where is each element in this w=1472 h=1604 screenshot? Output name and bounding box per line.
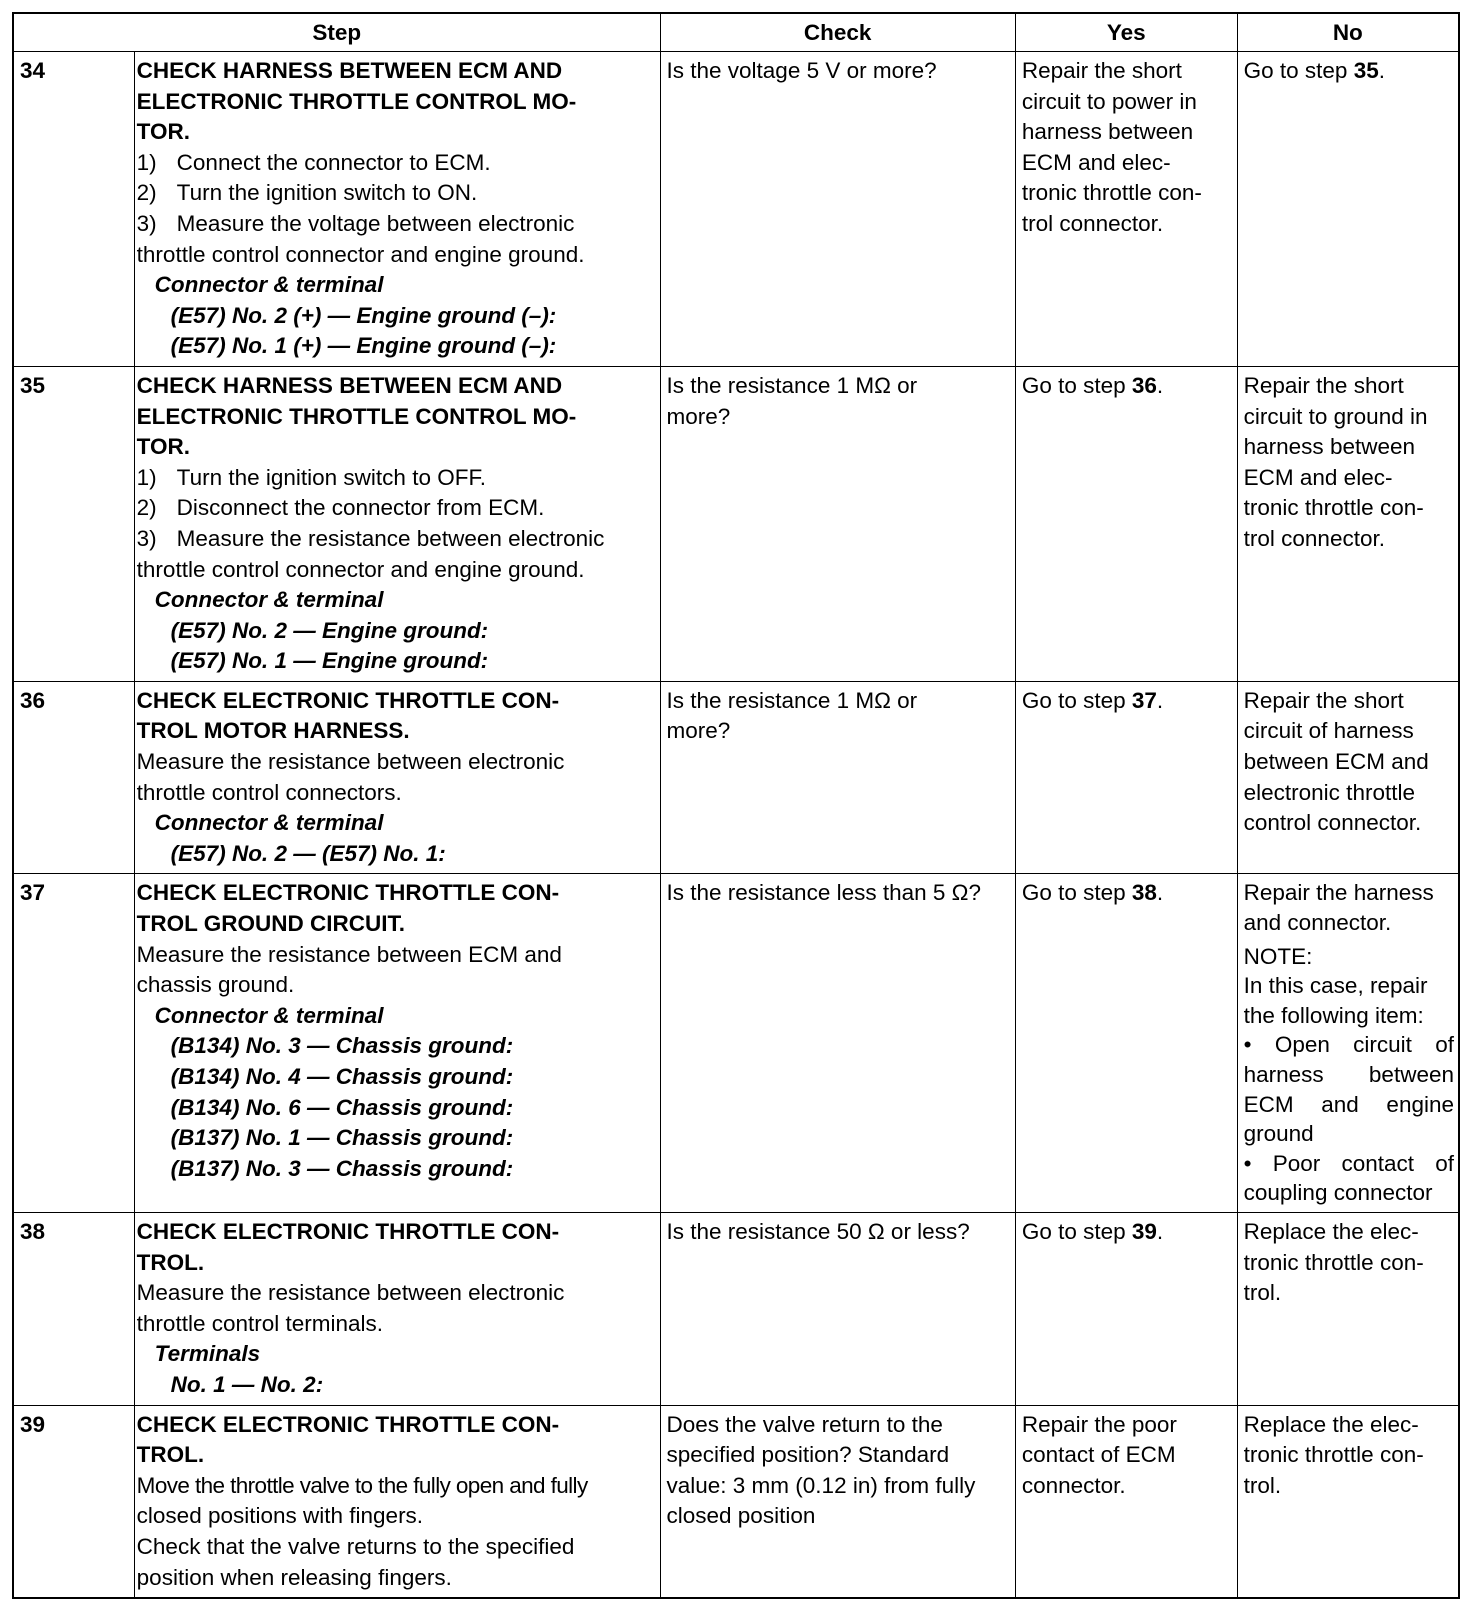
table-row xyxy=(13,1405,1459,1598)
header-yes: Yes xyxy=(1015,13,1237,52)
connector-terminal-label: Connector & terminal xyxy=(154,810,384,836)
connector-terminal-item: (E57) No. 1 (+) — Engine ground (–): xyxy=(170,333,557,359)
connector-terminal-item: (E57) No. 2 — Engine ground: xyxy=(170,617,489,643)
step-title: CHECK ELECTRONIC THROTTLE CON- xyxy=(136,1411,560,1437)
check-text: Is the resistance 1 MΩ or xyxy=(666,372,918,398)
no-text: Repair the harness xyxy=(1243,880,1434,906)
no-text: ground xyxy=(1243,1121,1314,1147)
no-text: Replace the elec- xyxy=(1243,1411,1419,1437)
yes-text: harness between xyxy=(1021,119,1194,145)
check-text: Is the resistance 1 MΩ or xyxy=(666,687,918,713)
procedure-step: 2) Turn the ignition switch to ON. xyxy=(136,180,478,206)
step-description xyxy=(134,52,660,367)
step-description xyxy=(134,681,660,874)
no-action xyxy=(1237,874,1459,1213)
yes-text: ECM and elec- xyxy=(1021,149,1171,175)
step-body: throttle control terminals. xyxy=(136,1310,384,1336)
procedure-step: 3) Measure the voltage between electronic xyxy=(136,210,575,236)
step-title: ELECTRONIC THROTTLE CONTROL MO- xyxy=(136,88,577,114)
step-body: Move the throttle valve to the fully open and fully xyxy=(136,1472,588,1498)
step-body: chassis ground. xyxy=(136,972,295,998)
no-text: Repair the short xyxy=(1243,687,1404,713)
no-text: circuit to ground in xyxy=(1243,403,1428,429)
check-question xyxy=(660,681,1015,874)
check-text: Does the valve return to the xyxy=(666,1411,943,1437)
step-number: 35 xyxy=(13,366,134,681)
no-text: trol. xyxy=(1243,1472,1282,1498)
yes-action xyxy=(1015,1405,1237,1598)
connector-terminal-label: Connector & terminal xyxy=(154,1002,384,1028)
step-title: CHECK HARNESS BETWEEN ECM AND xyxy=(136,58,563,83)
step-number: 37 xyxy=(13,874,134,1213)
connector-terminal-item: (B134) No. 3 — Chassis ground: xyxy=(170,1033,514,1059)
step-reference: 36 xyxy=(1131,372,1157,398)
terminal-item: No. 1 — No. 2: xyxy=(170,1371,324,1397)
step-description xyxy=(134,874,660,1213)
yes-action: Go to step 39. xyxy=(1015,1212,1237,1405)
no-text: control connector. xyxy=(1243,810,1422,836)
no-text: ECM and elec- xyxy=(1243,464,1393,490)
no-text: • Poor contact of xyxy=(1243,1150,1454,1176)
procedure-step: 2) Disconnect the connector from ECM. xyxy=(136,495,545,521)
step-reference: 38 xyxy=(1131,880,1157,906)
terminals-label: Terminals xyxy=(154,1341,261,1367)
no-text: coupling connector xyxy=(1243,1180,1433,1206)
check-text: more? xyxy=(666,718,731,744)
no-text: harness between xyxy=(1243,434,1416,460)
connector-terminal-item: (E57) No. 2 (+) — Engine ground (–): xyxy=(170,302,557,328)
step-title: TROL MOTOR HARNESS. xyxy=(136,718,410,744)
step-body: position when releasing fingers. xyxy=(136,1564,452,1590)
no-text: circuit of harness xyxy=(1243,718,1414,744)
yes-text: circuit to power in xyxy=(1021,88,1197,114)
procedure-step-continued: throttle control connector and engine ground. xyxy=(136,556,585,582)
table-row xyxy=(13,366,1459,681)
yes-text: contact of ECM xyxy=(1021,1442,1176,1468)
step-title: CHECK ELECTRONIC THROTTLE CON- xyxy=(136,687,560,713)
step-reference: 39 xyxy=(1131,1218,1157,1244)
diagnosis-table xyxy=(12,12,1460,1599)
yes-text: tronic throttle con- xyxy=(1021,180,1202,206)
step-title: CHECK HARNESS BETWEEN ECM AND xyxy=(136,372,563,398)
no-text: Repair the short xyxy=(1243,372,1404,398)
step-number: 38 xyxy=(13,1212,134,1405)
check-text: value: 3 mm (0.12 in) from fully xyxy=(666,1472,976,1498)
check-question: Is the resistance 50 Ω or less? xyxy=(660,1212,1015,1405)
no-text: the following item: xyxy=(1243,1002,1424,1028)
no-action xyxy=(1237,681,1459,874)
connector-terminal-label: Connector & terminal xyxy=(154,272,384,298)
no-text: electronic throttle xyxy=(1243,779,1415,805)
no-text: between ECM and xyxy=(1243,749,1429,775)
step-title: CHECK ELECTRONIC THROTTLE CON- xyxy=(136,1218,560,1244)
no-text: and connector. xyxy=(1243,910,1392,936)
step-body: Measure the resistance between electronic xyxy=(136,1280,565,1306)
table-row xyxy=(13,681,1459,874)
step-title: TROL GROUND CIRCUIT. xyxy=(136,911,406,937)
procedure-step-continued: throttle control connector and engine ground. xyxy=(136,241,585,267)
no-text: • Open circuit of xyxy=(1243,1032,1454,1058)
check-question: Is the resistance less than 5 Ω? xyxy=(660,874,1015,1213)
step-description xyxy=(134,366,660,681)
yes-text: trol connector. xyxy=(1021,210,1164,236)
no-action xyxy=(1237,1212,1459,1405)
header-no: No xyxy=(1237,13,1459,52)
step-description xyxy=(134,1212,660,1405)
step-number: 36 xyxy=(13,681,134,874)
step-body: Measure the resistance between ECM and xyxy=(136,941,562,967)
step-number: 39 xyxy=(13,1405,134,1598)
no-text: Replace the elec- xyxy=(1243,1218,1419,1244)
step-body: Measure the resistance between electronic xyxy=(136,749,565,775)
check-question xyxy=(660,1405,1015,1598)
no-text: trol connector. xyxy=(1243,525,1385,551)
step-title: ELECTRONIC THROTTLE CONTROL MO- xyxy=(136,403,577,429)
step-body: closed positions with fingers. xyxy=(136,1503,424,1529)
no-text: In this case, repair xyxy=(1243,973,1428,999)
connector-terminal-item: (B134) No. 6 — Chassis ground: xyxy=(170,1094,514,1120)
step-title: CHECK ELECTRONIC THROTTLE CON- xyxy=(136,880,560,906)
step-number: 34 xyxy=(13,52,134,367)
procedure-step: 1) Connect the connector to ECM. xyxy=(136,149,491,175)
header-check: Check xyxy=(660,13,1015,52)
yes-action: Go to step 36. xyxy=(1015,366,1237,681)
no-action xyxy=(1237,1405,1459,1598)
no-text: ECM and engine xyxy=(1243,1091,1454,1117)
step-reference: 37 xyxy=(1131,687,1157,713)
yes-text: connector. xyxy=(1021,1472,1126,1498)
step-title: TOR. xyxy=(136,434,191,460)
yes-action: Go to step 37. xyxy=(1015,681,1237,874)
no-text: tronic throttle con- xyxy=(1243,495,1424,521)
no-text: trol. xyxy=(1243,1280,1282,1306)
no-text: harness between xyxy=(1243,1062,1454,1087)
check-text: specified position? Standard xyxy=(666,1442,950,1468)
check-text: closed position xyxy=(666,1503,816,1529)
connector-terminal-item: (B137) No. 3 — Chassis ground: xyxy=(170,1155,514,1181)
yes-action: Go to step 38. xyxy=(1015,874,1237,1213)
step-description xyxy=(134,1405,660,1598)
connector-terminal-item: (E57) No. 1 — Engine ground: xyxy=(170,648,489,674)
step-body: Check that the valve returns to the specified xyxy=(136,1533,575,1559)
connector-terminal-item: (B134) No. 4 — Chassis ground: xyxy=(170,1064,514,1089)
no-text: tronic throttle con- xyxy=(1243,1442,1424,1468)
header-step: Step xyxy=(13,13,660,52)
step-title: TROL. xyxy=(136,1442,205,1468)
yes-text: Repair the short xyxy=(1021,58,1182,83)
procedure-step: 1) Turn the ignition switch to OFF. xyxy=(136,464,486,490)
step-title: TOR. xyxy=(136,119,191,145)
check-question xyxy=(660,366,1015,681)
note-label: NOTE: xyxy=(1243,943,1313,969)
table-row xyxy=(13,874,1459,1213)
procedure-step: 3) Measure the resistance between electronic xyxy=(136,525,605,551)
table-row xyxy=(13,52,1459,367)
no-action xyxy=(1237,366,1459,681)
check-question: Is the voltage 5 V or more? xyxy=(660,52,1015,367)
no-text: tronic throttle con- xyxy=(1243,1249,1424,1275)
no-action: Go to step 35. xyxy=(1237,52,1459,367)
step-title: TROL. xyxy=(136,1249,205,1275)
check-text: more? xyxy=(666,403,731,429)
yes-text: Repair the poor xyxy=(1021,1411,1177,1437)
yes-action xyxy=(1015,52,1237,367)
connector-terminal-label: Connector & terminal xyxy=(154,587,384,613)
connector-terminal-item: (E57) No. 2 — (E57) No. 1: xyxy=(170,840,446,866)
table-row xyxy=(13,1212,1459,1405)
step-body: throttle control connectors. xyxy=(136,779,402,805)
connector-terminal-item: (B137) No. 1 — Chassis ground: xyxy=(170,1125,514,1151)
header-row xyxy=(13,13,1459,52)
step-reference: 35 xyxy=(1353,58,1379,83)
